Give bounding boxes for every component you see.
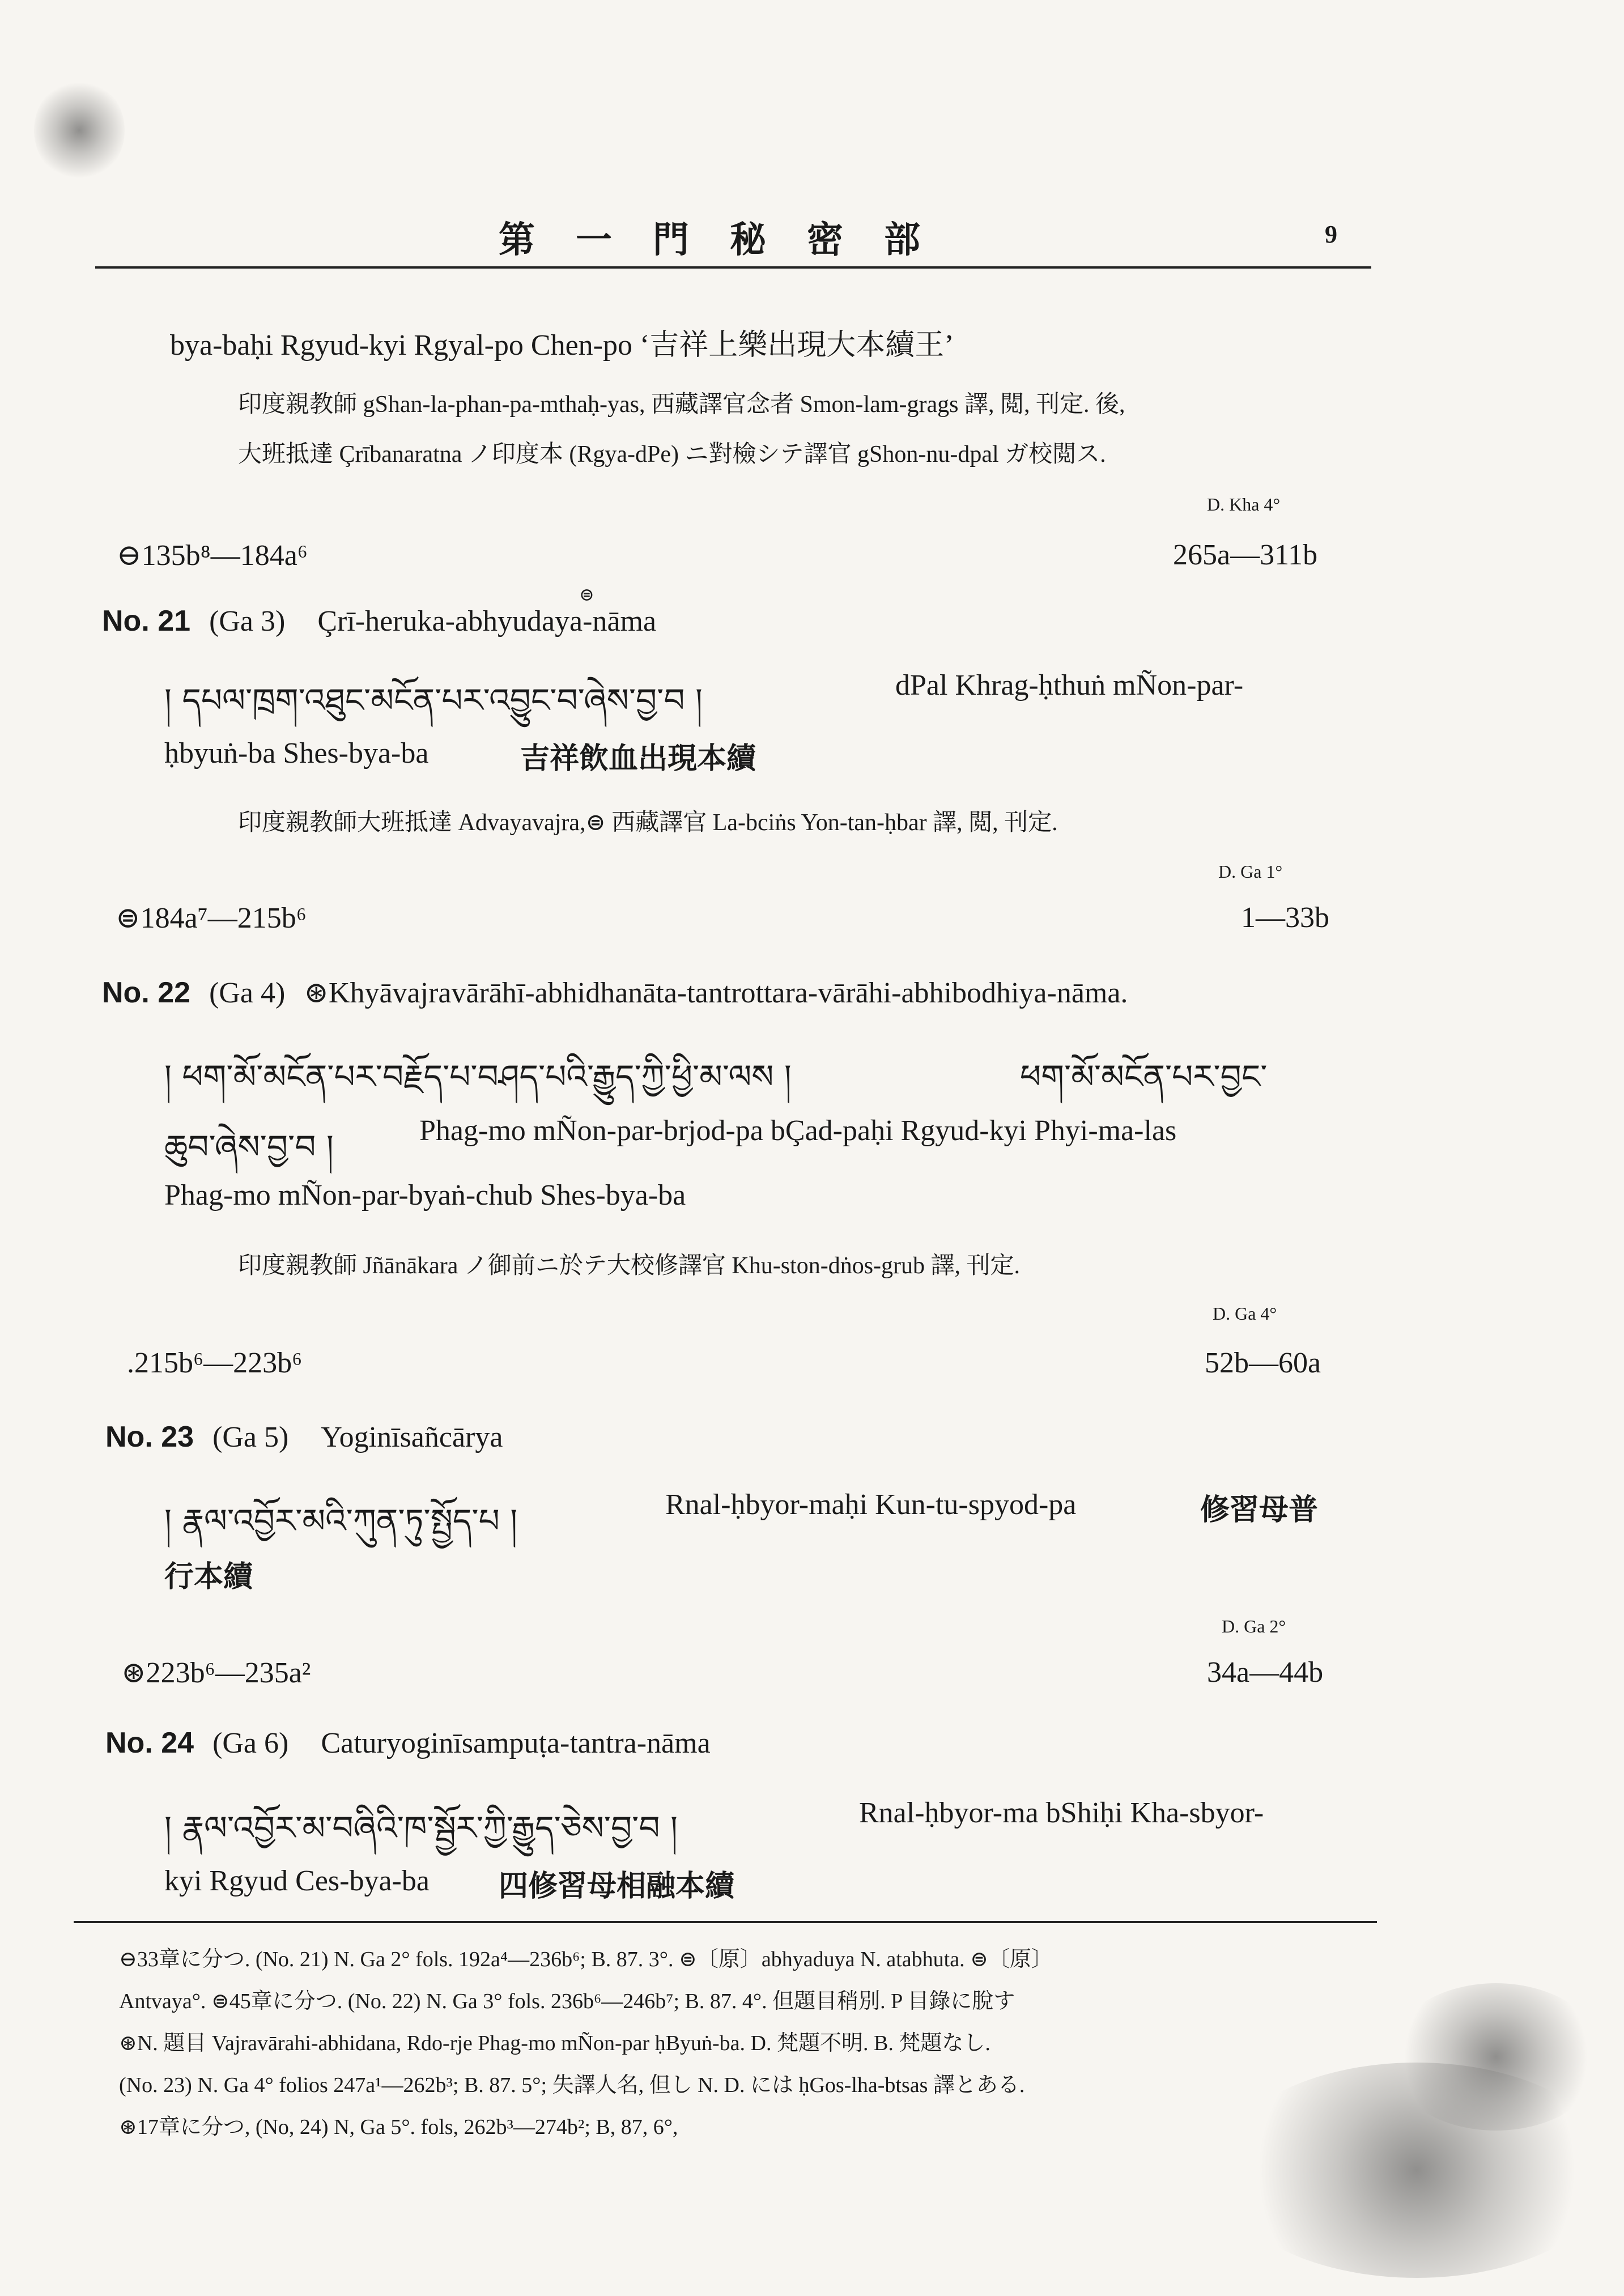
entry21-tibetan: ། དཔལ་ཁྲག་འཐུང་མངོན་པར་འབྱུང་བ་ཞེས་བྱ་བ །: [164, 681, 703, 720]
entry23-transliteration: Rnal-ḥbyor-maḥi Kun-tu-spyod-pa: [665, 1489, 1077, 1521]
footnote-rule: [74, 1921, 1377, 1923]
entry22-derge-ref: D. Ga 4°: [1213, 1303, 1277, 1324]
entry22-ga: (Ga 4): [209, 977, 286, 1009]
entry23-folio-right: 34a—44b: [1207, 1656, 1324, 1689]
entry24-number: No. 24: [105, 1727, 194, 1759]
entry23-chinese-line1: 修習母普: [1200, 1494, 1319, 1527]
entry22-transliteration-line1: Phag-mo mÑon-par-brjod-pa bÇad-paḥi Rgyud-kyi Phyi-ma-las: [419, 1115, 1177, 1147]
entry21-number: No. 21: [102, 605, 191, 637]
entry21-note-mark: ⊜: [579, 584, 594, 605]
entry24-transliteration-line1: Rnal-ḥbyor-ma bShiḥi Kha-sbyor-: [859, 1797, 1264, 1829]
entry22-note: 印度親教師 Jñānākara ノ御前ニ於テ大校修譯官 Khu-ston-dṅos-grub 譯, 刊定.: [238, 1253, 1021, 1279]
entry24-sanskrit: Caturyoginīsampuṭa-tantra-nāma: [321, 1727, 711, 1759]
footnote-line-5: ⊛17章に分つ, (No, 24) N, Ga 5°. fols, 262b³—274b²; B, 87, 6°,: [119, 2115, 678, 2139]
entry21-transliteration-line2: ḥbyuṅ-ba Shes-bya-ba: [164, 737, 429, 769]
footnote-line-1: ⊖33章に分つ. (No. 21) N. Ga 2° fols. 192a⁴—236b⁶; B. 87. 3°. ⊜〔原〕abhyaduya N. atabhuta. ⊜〔原〕: [119, 1948, 1053, 1971]
entry20-note-line1: 印度親教師 gShan-la-phan-pa-mthaḥ-yas, 西藏譯官念者 Smon-lam-grags 譯, 閲, 刊定. 後,: [238, 392, 1125, 418]
entry23-heading: [105, 1420, 503, 1454]
entry21-derge-ref: D. Ga 1°: [1218, 861, 1283, 882]
scan-artifact-topleft: [34, 79, 125, 181]
entry21-sanskrit: Çrī-heruka-abhyudaya-nāma: [317, 605, 657, 637]
entry23-folio-left: ⊛223b⁶—235a²: [121, 1657, 311, 1689]
footnote-line-4: (No. 23) N. Ga 4° folios 247a¹—262b³; B. 87. 5°; 失譯人名, 但し N. D. には ḥGos-lha-btsas 譯とある.: [119, 2073, 1025, 2097]
entry22-heading: [102, 976, 1128, 1010]
entry22-number: No. 22: [102, 976, 191, 1009]
footnote-line-3: ⊛N. 題目 Vajravārahi-abhidana, Rdo-rje Phag-mo mÑon-par ḥByuṅ-ba. D. 梵題不明. B. 梵題なし.: [119, 2031, 990, 2055]
entry22-folio-left: .215b⁶—223b⁶: [127, 1347, 303, 1379]
entry24-chinese-title: 四修習母相融本續: [499, 1870, 735, 1903]
entry23-sanskrit: Yoginīsañcārya: [321, 1421, 503, 1453]
entry21-folio-left: ⊜184a⁷—215b⁶: [116, 902, 307, 934]
entry22-sanskrit: ⊛Khyāvajravārāhī-abhidhanāta-tantrottara-vārāhi-abhibodhiya-nāma.: [304, 977, 1128, 1009]
header-rule: [95, 266, 1371, 269]
entry20-note-line2: 大班抵達 Çrībanaratna ノ印度本 (Rgya-dPe) ニ對檢シテ譯官 gShon-nu-dpal ガ校閲ス.: [238, 441, 1106, 467]
page-header-title: 第 一 門 秘 密 部: [499, 220, 936, 260]
entry23-derge-ref: D. Ga 2°: [1222, 1616, 1286, 1636]
entry23-chinese-line2: 行本續: [164, 1561, 253, 1593]
entry20-derge-ref: D. Kha 4°: [1207, 494, 1281, 515]
entry22-transliteration-line2: Phag-mo mÑon-par-byaṅ-chub Shes-bya-ba: [164, 1179, 686, 1211]
entry22-folio-right: 52b—60a: [1205, 1347, 1321, 1379]
entry24-heading: [105, 1726, 711, 1760]
entry21-ga: (Ga 3): [209, 605, 286, 637]
entry21-note: 印度親教師大班抵達 Advayavajra,⊜ 西藏譯官 La-bciṅs Yon-tan-ḥbar 譯, 閲, 刊定.: [238, 810, 1058, 836]
scan-artifact-bottomright-2: [1388, 1983, 1604, 2131]
page-number: 9: [1325, 220, 1337, 248]
entry24-ga: (Ga 6): [212, 1727, 289, 1759]
entry22-tibetan-line1b: ཕག་མོ་མངོན་པར་བྱང་: [1020, 1057, 1268, 1096]
entry24-tibetan: ། རྣལ་འབྱོར་མ་བཞིའི་ཁ་སྦྱོར་ཀྱི་རྒྱུད་ཅེས་བྱ་བ །: [164, 1809, 678, 1847]
entry20-folio-left: ⊖135b⁸—184a⁶: [117, 539, 308, 572]
entry21-transliteration-line1: dPal Khrag-ḥthuṅ mÑon-par-: [895, 669, 1244, 701]
entry21-folio-right: 1—33b: [1241, 902, 1329, 934]
entry20-folio-right: 265a—311b: [1173, 539, 1318, 571]
entry23-tibetan: ། རྣལ་འབྱོར་མའི་ཀུན་ཏུ་སྤྱོད་པ །: [164, 1502, 518, 1540]
entry22-tibetan-line2: ཆུབ་ཞེས་བྱ་བ །: [164, 1128, 334, 1166]
entry22-tibetan-line1a: ། ཕག་མོ་མངོན་པར་བརྗོད་པ་བཤད་པའི་རྒྱུད་ཀྱི་ཕྱི་མ་ལས །: [164, 1057, 792, 1096]
entry21-heading: [102, 604, 656, 638]
entry20-title-line: bya-baḥi Rgyud-kyi Rgyal-po Chen-po ‘吉祥上樂出現大本續王’: [170, 329, 954, 362]
entry24-transliteration-line2: kyi Rgyud Ces-bya-ba: [164, 1865, 430, 1897]
entry21-chinese-title: 吉祥飲血出現本續: [520, 743, 756, 775]
footnote-line-2: Antvaya°. ⊜45章に分つ. (No. 22) N. Ga 3° fols. 236b⁶—246b⁷; B. 87. 4°. 但題目稍別. P 目錄に脫す: [119, 1989, 1015, 2013]
entry23-number: No. 23: [105, 1421, 194, 1453]
entry23-ga: (Ga 5): [212, 1421, 289, 1453]
